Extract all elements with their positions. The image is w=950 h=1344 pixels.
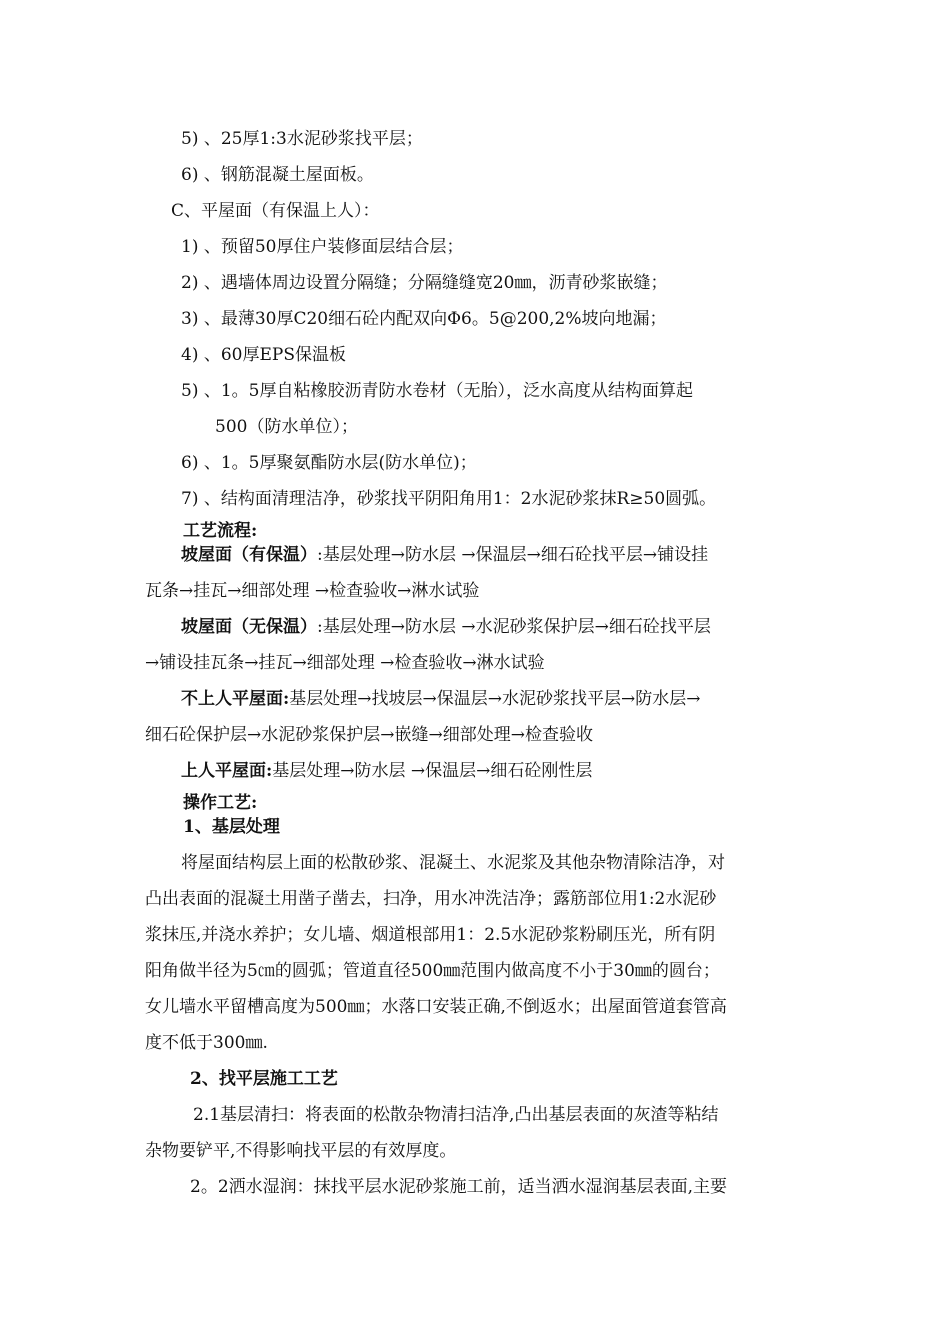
- process-label: 上人平屋面:: [181, 761, 273, 781]
- process-label: 坡屋面（有保温）: [181, 545, 317, 565]
- list-item-c2: 2) 、遇墙体周边设置分隔缝；分隔缝缝宽20㎜，沥青砂浆嵌缝；: [181, 273, 668, 293]
- process-label: 坡屋面（无保温）: [181, 617, 317, 637]
- list-item-5: 5) 、25厚1:3水泥砂浆找平层；: [181, 129, 423, 149]
- paragraph-line: 浆抹压,并浇水养护；女儿墙、烟道根部用1：2.5水泥砂浆粉刷压光，所有阴: [145, 925, 716, 945]
- list-item-c4: 4) 、60厚EPS保温板: [181, 345, 346, 365]
- section-1-heading: 1、基层处理: [183, 817, 280, 837]
- list-item-c1: 1) 、预留50厚住户装修面层结合层；: [181, 237, 464, 257]
- process-text: :基层处理→防水层 →水泥砂浆保护层→细石砼找平层: [317, 617, 711, 637]
- list-item-6: 6) 、钢筋混凝土屋面板。: [181, 165, 374, 185]
- paragraph-line: 阳角做半径为5㎝的圆弧；管道直径500㎜范围内做高度不小于30㎜的圆台；: [145, 961, 720, 981]
- section-2-heading: 2、找平层施工工艺: [190, 1069, 338, 1089]
- paragraph-line: 2。2洒水湿润：抹找平层水泥砂浆施工前，适当洒水湿润基层表面,主要: [190, 1177, 728, 1197]
- paragraph-line: 将屋面结构层上面的松散砂浆、混凝土、水泥浆及其他杂物清除洁净，对: [181, 853, 725, 873]
- process-text: 基层处理→防水层 →保温层→细石砼刚性层: [272, 761, 593, 781]
- process-text: :基层处理→防水层 →保温层→细石砼找平层→铺设挂: [317, 545, 709, 565]
- section-c-heading: C、平屋面（有保温上人）：: [171, 201, 380, 221]
- process-label: 不上人平屋面:: [181, 689, 290, 709]
- process-pitched-insulated-cont: 瓦条→挂瓦→细部处理 →检查验收→淋水试验: [145, 581, 480, 601]
- process-pitched-uninsulated: [181, 615, 711, 639]
- process-flat-accessible: [181, 759, 592, 783]
- paragraph-line: 度不低于300㎜.: [145, 1033, 268, 1053]
- process-text: 基层处理→找坡层→保温层→水泥砂浆找平层→防水层→: [289, 689, 701, 709]
- paragraph-line: 2.1基层清扫：将表面的松散杂物清扫洁净,凸出基层表面的灰渣等粘结: [193, 1105, 719, 1125]
- paragraph-line: 女儿墙水平留槽高度为500㎜；水落口安装正确,不倒返水；出屋面管道套管高: [145, 997, 727, 1017]
- list-item-c7: 7) 、结构面清理洁净，砂浆找平阴阳角用1：2水泥砂浆抹R≥50圆弧。: [181, 489, 717, 509]
- operations-heading: 操作工艺:: [183, 793, 258, 813]
- process-pitched-insulated: [181, 543, 708, 567]
- list-item-c5-cont: 500（防水单位）；: [215, 417, 358, 437]
- process-flat-nonaccessible-cont: 细石砼保护层→水泥砂浆保护层→嵌缝→细部处理→检查验收: [145, 725, 593, 745]
- list-item-c5: 5) 、1。5厚自粘橡胶沥青防水卷材（无胎），泛水高度从结构面算起: [181, 381, 693, 401]
- process-pitched-uninsulated-cont: →铺设挂瓦条→挂瓦→细部处理 →检查验收→淋水试验: [145, 653, 545, 673]
- process-flat-nonaccessible: [181, 687, 701, 711]
- paragraph-line: 凸出表面的混凝土用凿子凿去，扫净，用水冲洗洁净；露筋部位用1:2水泥砂: [145, 889, 717, 909]
- process-heading: 工艺流程:: [183, 521, 258, 541]
- paragraph-line: 杂物要铲平,不得影响找平层的有效厚度。: [145, 1141, 457, 1161]
- list-item-c3: 3) 、最薄30厚C20细石砼内配双向Φ6。5@200,2%坡向地漏；: [181, 309, 667, 329]
- list-item-c6: 6) 、1。5厚聚氨酯防水层(防水单位)；: [181, 453, 477, 473]
